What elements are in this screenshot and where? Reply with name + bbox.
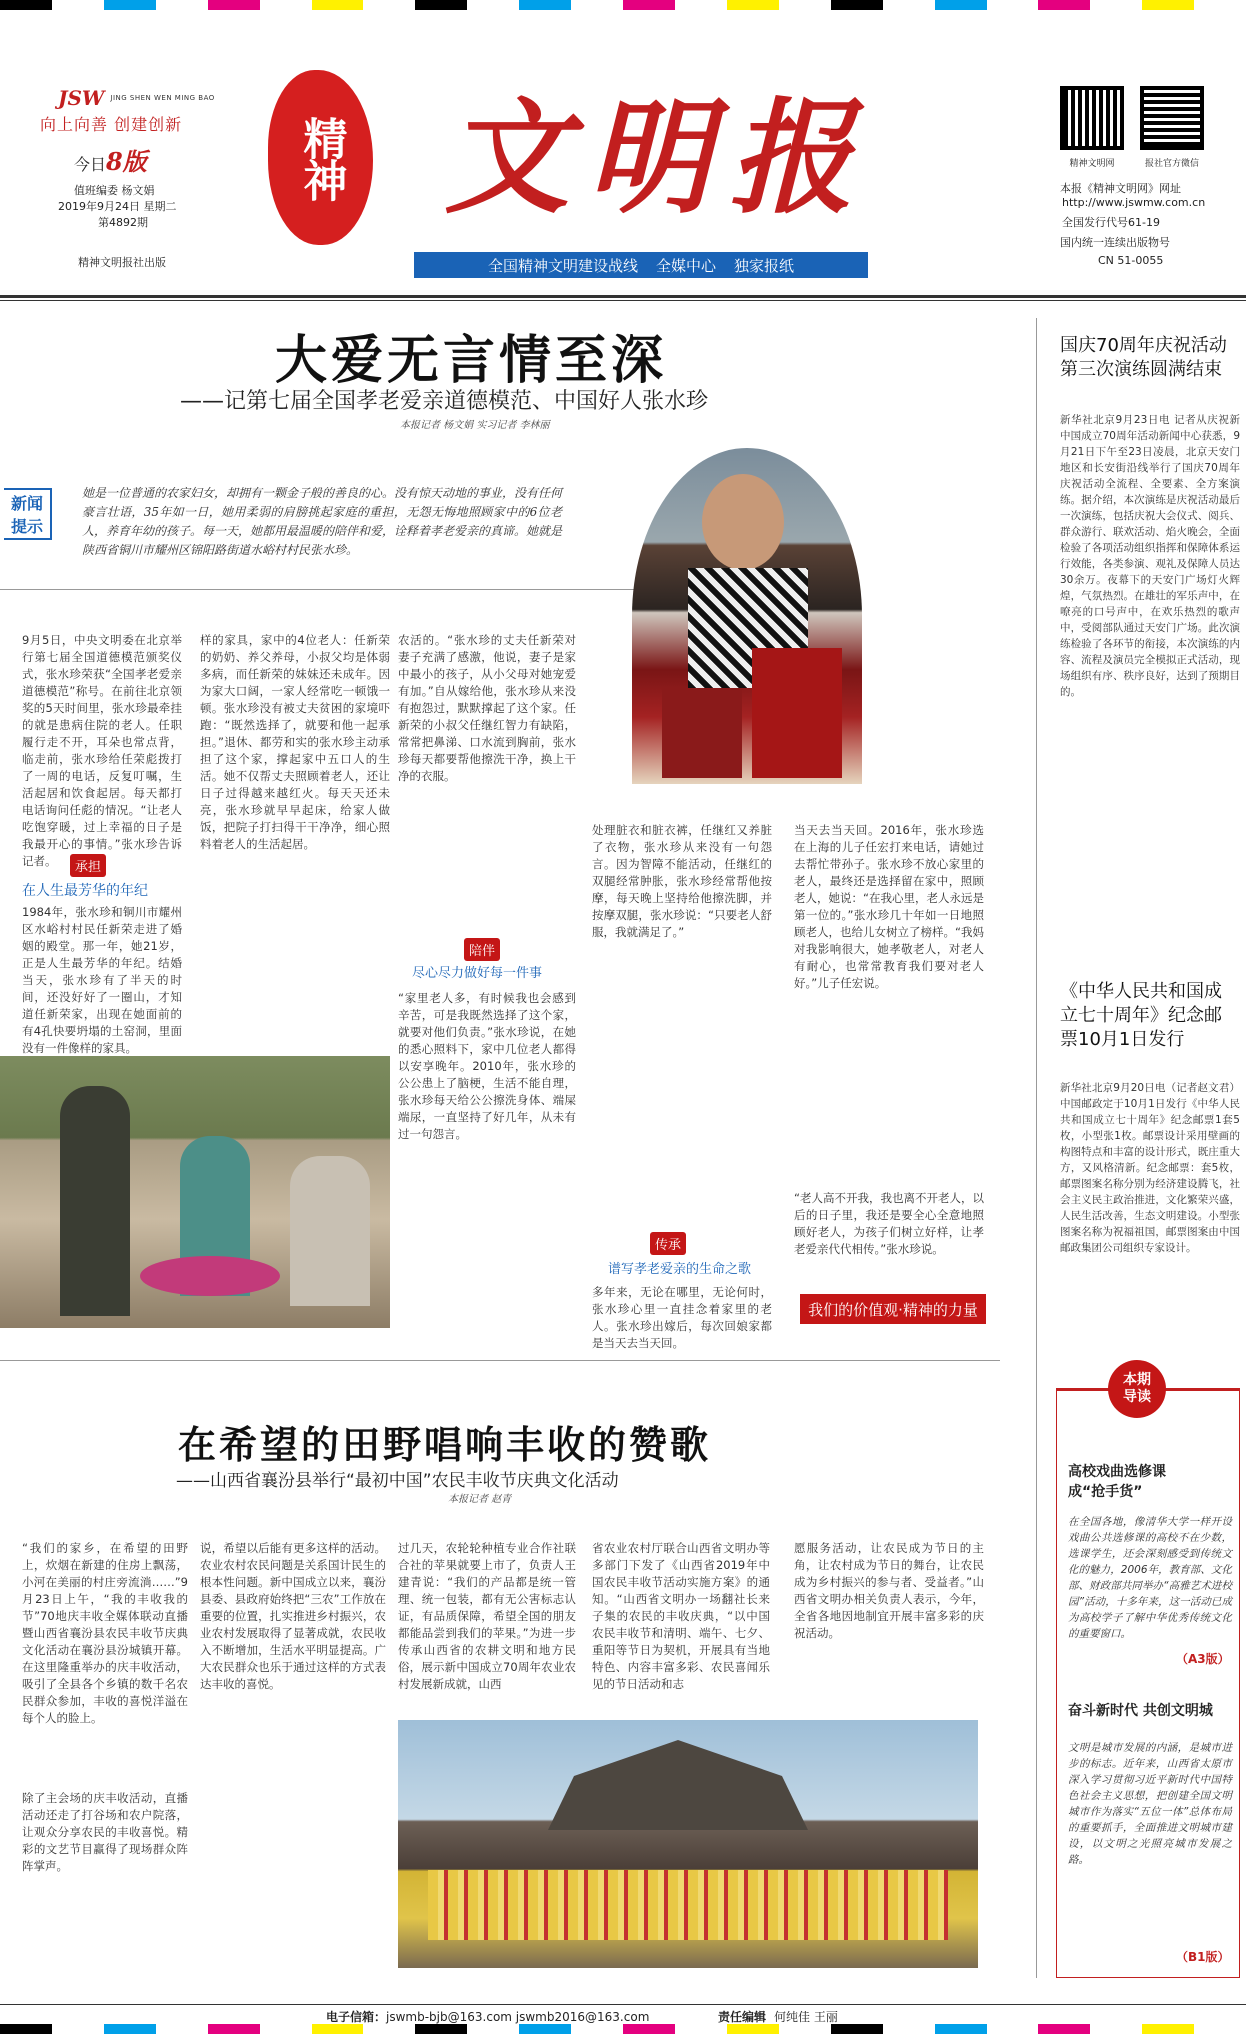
second-col-1b: 除了主会场的庆丰收活动，直播活动还走了打谷场和农户院落，让观众分享农民的丰收喜悦。精彩的文艺节目赢得了现场群众阵阵掌声。 [22,1791,188,1873]
publisher: 精神文明报社出版 [78,256,166,269]
slogan-item: 全媒中心 [655,256,716,275]
lead-col-1: 9月5日，中央文明委在北京举行第七届全国道德模范颁奖仪式，张水珍荣获“全国孝老爱亲道德模范”称号。在前往北京领奖的5天时间里，张水珍最牵挂的就是患病住院的老人。任职履行走不开，耳朵也常点背，临走前，张水珍给任荣彪拨打了一周的电话，反复叮嘱，生活起居和饮食起居。每天都打电话询问任彪的情况。“让老人吃饱穿暖，过上幸福的日子是我最开心的事情。”张水珍告诉记者。 [22,633,182,868]
pinyin-name: JING SHEN WEN MING BAO [110,94,215,102]
section-tag-1: 承担 [70,854,106,877]
second-col-4: 省农业农村厅联合山西省文明办等多部门下发了《山西省2019年中国农民丰收节活动实施方案》的通知。“山西省文明办一场翻社长来子集的农民的丰收庆典，“以中国农民丰收节和清明、端午、七夕、重阳等节日为契机，开展具有当地特色、内容丰富多彩、农民喜闻乐见的节日活动和志 [592,1541,770,1691]
footer-rule [0,2004,1246,2005]
motto: 向上向善 创建创新 [40,115,183,134]
lead-byline: 本报记者 杨文娟 实习记者 李林丽 [400,420,550,431]
masthead [0,70,1246,280]
header-rule [0,300,1246,301]
calligraphy-emblem: 精神 [268,70,373,245]
second-subtitle: ——山西省襄汾县举行“最初中国”农民丰收节庆典文化活动 [176,1471,619,1491]
lead-col-3: 农活的。“张水珍的丈夫任新荣对妻子充满了感激，他说，妻子是家中最小的孩子，从小父母对她宠爱有加。”自从嫁给他，张水珍从来没有抱怨过，默默撑起了这个家。任新荣的小叔父任继红智力有缺陷，常常把鼻涕、口水流到胸前，张水珍每天都要帮他擦洗干净，换上干净的衣服。 [398,633,576,783]
right-news-1-title: 国庆70周年庆祝活动第三次演练圆满结束 [1060,335,1227,380]
column-rule [1036,318,1037,1978]
date-line: 2019年9月24日 星期二 [58,200,177,213]
header-rule [0,295,1246,298]
cn-label: 国内统一连续出版物号 [1060,236,1170,249]
news-tip-tag: 新闻 提示 [4,488,52,540]
slogan-strip [414,252,868,278]
lead-col-4: 处理脏衣和脏衣裤，任继红又养脏了衣物，张水珍从来没有一句怨言。因为智障不能活动，任继红的双腿经常肿胀，张水珍经常帮他按摩，每天晚上坚持给他擦洗脚，并按摩双腿，张水珍说：“只要老人舒服，我就满足了。” [592,823,772,939]
slogan-item: 全国精神文明建设战线 [487,256,638,275]
lead-col-2: 样的家具，家中的4位老人：任新荣的奶奶、养父养母，小叔父均是体弱多病，而任新荣的妹妹还未成年。因为家大口阔，一家人经常吃一顿饿一顿。张水珍没有被丈夫贫困的家境吓跑：“既然选择了，就要和他一起承担。”退休、都劳和实的张水珍主动承担了这个家，撑起家中五口人的生活。她不仅帮丈夫照顾着老人，还让日子过得越来越红火。每天天还未亮，张水珍就早早起床，给家人做饭，把院子打扫得干干净净，细心照料着老人的生活起居。 [200,633,390,851]
issue-line: 第4892期 [98,216,148,229]
family-photo [0,1056,390,1328]
guide-2-title[interactable]: 奋斗新时代 共创文明城 [1068,1703,1213,1719]
second-col-3: 过几天，农轮轮种植专业合作社联合社的苹果就要上市了，负责人王建青说：“我们的产品都是统一管理、统一包装，都有无公害标志认证，有品质保障，希望全国的朋友都能品尝到我们的苹果。”为进一步传承山西省的农耕文明和地方民俗，展示新中国成立70周年农业农村发展新成就，山西 [398,1541,576,1691]
today-pages: 今日8版 [74,147,147,176]
right-news-2-title: 《中华人民共和国成立七十周年》纪念邮票10月1日发行 [1060,981,1222,1050]
jsw-logo: JSW [58,86,105,110]
guide-1-ref[interactable]: （A3版） [1176,1652,1230,1666]
qr-label: 精神文明网 [1069,159,1115,169]
news-tip-box [0,440,670,590]
portrait-photo [632,448,862,784]
right-news-1-body: 新华社北京9月23日电 记者从庆祝新中国成立70周年活动新闻中心获悉，9月21日下午至23日凌晨，北京天安门地区和长安街沿线举行了国庆70周年庆祝活动全流程、全要素、全方案演练。据介绍，本次演练是庆祝活动最后一次演练，包括庆祝大会仪式、阅兵、群众游行、联欢活动、焰火晚会，全面检验了各项活动组织指挥和保障体系运行效能，各类参演、观礼及保障人员达30余万。夜幕下的天安门广场灯火辉煌，气氛热烈。在雄壮的军乐声中，在嘹亮的口号声中，在欢乐热烈的歌声中，受阅部队通过天安门广场。此次演练检验了各环节的衔接，本次演练的内容、流程及演员完全模拟正式活动，现场组织有序、秩序良好，达到了预期目的。 [1060,414,1240,698]
guide-1-title[interactable]: 高校戏曲选修课成“抢手货” [1068,1464,1166,1500]
second-col-5: 愿服务活动，让农民成为节日的主角，让农村成为节日的舞台，让农民成为乡村振兴的参与者、受益者。”山西省文明办相关负责人表示，今年，全省各地因地制宜开展丰富多彩的庆祝活动。 [794,1541,984,1640]
second-col-1: “我们的家乡，在希望的田野上，炊烟在新建的住房上飘荡，小河在美丽的村庄旁流淌……”9月23日上午，“我的丰收我的节”70地庆丰收全媒体联动直播暨山西省襄汾县农民丰收节庆典文化活动在襄汾县汾城镇开幕。在这里隆重举办的庆丰收活动，吸引了全县各个乡镇的数千名农民群众参加，丰收的喜悦洋溢在每个人的脸上。 [22,1541,188,1725]
cn-number: CN 51-0055 [1098,254,1164,267]
second-col-2: 说，希望以后能有更多这样的活动。农业农村农民问题是关系国计民生的根本性问题。新中国成立以来，襄汾县委、县政府始终把“三农”工作放在重要的位置，扎实推进乡村振兴，农业农村发展取得了显著成就，农民收入不断增加，生活水平明显提高。广大农民群众也乐于通过这样的方式表达丰收的喜悦。 [200,1541,386,1691]
section-title-3: 谱写孝老爱亲的生命之歌 [608,1262,752,1277]
footer-email: 电子信箱：jswmb-bjb@163.com jswmb2016@163.com [326,2010,650,2024]
guide-tag: 本期 导读 [1108,1360,1166,1418]
postal-code: 全国发行代号61-19 [1062,216,1160,229]
right-news-2-body: 新华社北京9月20日电（记者赵文君）中国邮政定于10月1日发行《中华人民共和国成立七十周年》纪念邮票1套5枚，小型张1枚。邮票设计采用壁画的构图特点和丰富的设计形式，既庄重大方，又风格清新。纪念邮票：套5枚，邮票图案名称分别为经济建设腾飞，社会主义民主政治推进，文化繁荣兴盛，人民生活改善，生态文明建设。小型张图案名称为祝福祖国，邮票图案由中国邮政集团公司组织专家设计。 [1060,1082,1240,1254]
guide-1-body: 在全国各地，像清华大学一样开设戏曲公共选修课的高校不在少数，选课学生，还会深刻感受到传统文化的魅力，2006年，教育部、文化部、财政部共同举办“高雅艺术进校园”活动，十多年来，这一活动已成为高校学子了解中华优秀传统文化的重要窗口。 [1068,1516,1232,1640]
section-title-2: 尽心尽力做好每一件事 [412,966,543,981]
news-tip-text: 她是一位普通的农家妇女，却拥有一颗金子般的善良的心。没有惊天动地的事业，没有任何豪言壮语，35年如一日，她用柔弱的肩膀挑起家庭的重担，无怨无悔地照顾家中的6位老人，养育年幼的孩子。每一天，她都用最温暖的陪伴和爱，诠释着孝老爱亲的真谛。她就是陕西省铜川市耀州区锦阳路街道水峪村村民张水珍。 [82,486,563,557]
guide-2-ref[interactable]: （B1版） [1176,1950,1230,1964]
website-link[interactable]: http://www.jswmw.com.cn [1062,196,1206,209]
value-banner: 我们的价值观·精神的力量 [800,1294,986,1324]
lead-title: 大爱无言情至深 [275,330,668,391]
lead-subtitle: ——记第七届全国孝老爱亲道德模范、中国好人张水珍 [180,389,709,414]
second-byline: 本报记者 赵青 [448,1494,512,1505]
footer-editors: 责任编辑 何纯佳 王丽 [718,2010,838,2024]
section-title-1: 在人生最芳华的年纪 [22,883,148,899]
second-title: 在希望的田野唱响丰收的赞歌 [178,1422,712,1467]
masthead-title: 文明报 [445,86,872,231]
lead-col-1b: 1984年，张水珍和铜川市耀州区水峪村村民任新荣走进了婚姻的殿堂。那一年，她21岁，正是人生最芳华的年纪。结婚当天，张水珍有了半天的时间，还没好好了一圈山，才知道任新荣家，出现在她面前的有4孔快要坍塌的土窑洞，里面没有一件像样的家具。 [22,905,182,1055]
lead-col-3b: “家里老人多，有时候我也会感到辛苦，可是我既然选择了这个家，就要对他们负责。”张水珍说，在她的悉心照料下，家中几位老人都得以安享晚年。2010年，张水珍的公公患上了脑梗，生活不能自理，张水珍每天给公公擦洗身体、端屎端尿，一直坚持了好几年，从未有过一句怨言。 [398,991,576,1141]
editor-line: 值班编委 杨文娟 [74,184,155,197]
qr-code-icon [1060,86,1124,150]
section-tag-3: 传承 [650,1232,686,1255]
color-registration-top [0,0,1246,10]
festival-photo [398,1720,978,1968]
guide-2-body: 文明是城市发展的内涵，是城市进步的标志。近年来，山西省太原市深入学习贯彻习近平新时代中国特色社会主义思想，把创建全国文明城市作为落实“五位一体”总体布局的重要抓手，全面推进文明城市建设，以文明之光照亮城市发展之路。 [1068,1742,1232,1866]
qr-code-icon [1140,86,1204,150]
website-label: 本报《精神文明网》网址 [1060,182,1181,195]
lead-col-5: 当天去当天回。2016年，张水珍选在上海的儿子任宏打来电话，请她过去帮忙带孙子。张水珍不放心家里的老人，最终还是选择留在家中，照顾老人，她说：“在我心里，老人永远是第一位的。”张水珍几十年如一日地照顾老人，也给儿女树立了榜样。“我妈对我影响很大，她孝敬老人，对老人有耐心，也常常教育我们要对老人好。”儿子任宏说。 [794,823,984,990]
section-rule [0,1360,1000,1361]
qr-label: 报社官方微信 [1144,159,1199,169]
lead-col-5b: “老人高不开我，我也离不开老人，以后的日子里，我还是要全心全意地照顾好老人，为孩子们树立好样，让孝老爱亲代代相传。”张水珍说。 [794,1191,984,1256]
lead-col-4b: 多年来，无论在哪里，无论何时，张水珍心里一直挂念着家里的老人。张水珍出嫁后，每次回娘家都是当天去当天回。 [592,1285,772,1350]
color-registration-bottom [0,2024,1246,2034]
section-tag-2: 陪伴 [464,938,500,961]
slogan-item: 独家报纸 [734,256,795,275]
